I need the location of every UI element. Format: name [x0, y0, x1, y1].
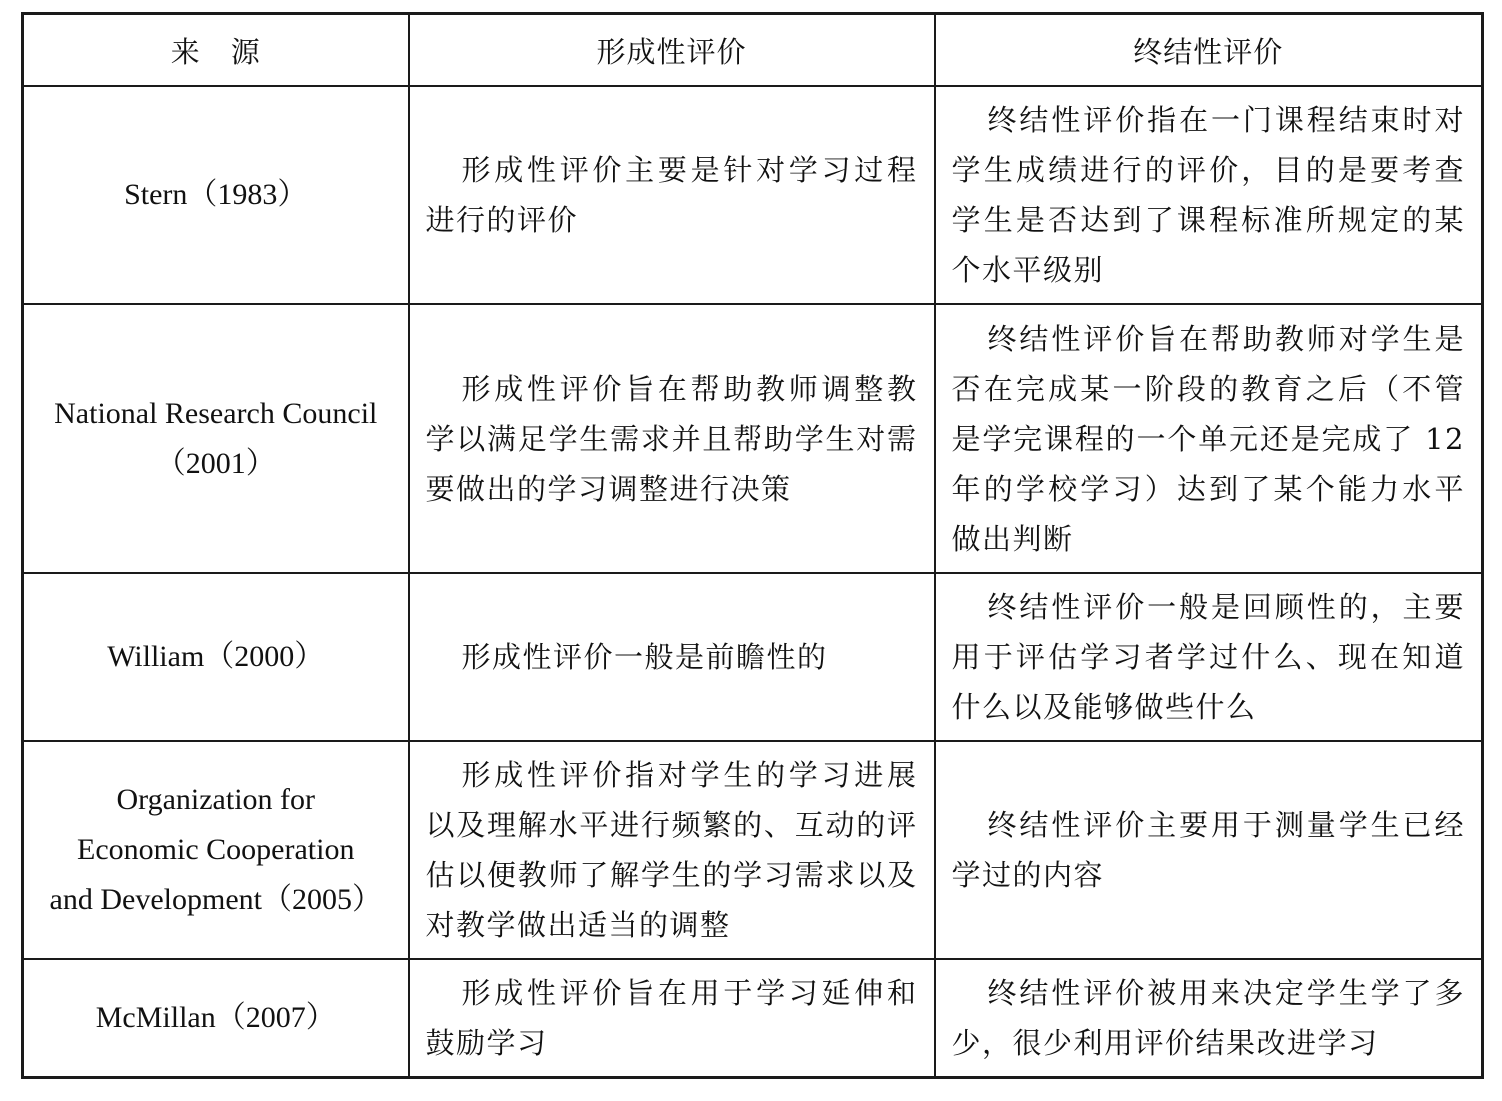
source-year: （2001） — [155, 446, 276, 480]
header-summative: 终结性评价 — [935, 14, 1483, 87]
comparison-table — [21, 12, 1484, 1079]
source-cell — [23, 304, 409, 573]
summative-cell: 终结性评价旨在帮助教师对学生是否在完成某一阶段的教育之后（不管是学完课程的一个单元还是完成了 12 年的学校学习）达到了某个能力水平做出判断 — [935, 304, 1483, 573]
header-formative: 形成性评价 — [409, 14, 935, 87]
header-row — [23, 14, 1483, 87]
formative-cell: 形成性评价旨在用于学习延伸和鼓励学习 — [409, 959, 935, 1077]
formative-cell: 形成性评价指对学生的学习进展以及理解水平进行频繁的、互动的评估以便教师了解学生的学习需求以及对教学做出适当的调整 — [409, 741, 935, 959]
formative-cell: 形成性评价主要是针对学习过程进行的评价 — [409, 86, 935, 304]
summative-cell: 终结性评价主要用于测量学生已经学过的内容 — [935, 741, 1483, 959]
source-name-line2: Economic Cooperation — [77, 833, 355, 866]
source-cell — [23, 741, 409, 959]
summative-cell: 终结性评价一般是回顾性的，主要用于评估学习者学过什么、现在知道什么以及能够做些什么 — [935, 573, 1483, 741]
source-name: National Research Council — [54, 396, 378, 430]
table-row — [23, 573, 1483, 741]
source-name-line1: Organization for — [116, 783, 316, 816]
formative-cell: 形成性评价旨在帮助教师调整教学以满足学生需求并且帮助学生对需要做出的学习调整进行决策 — [409, 304, 935, 573]
header-source: 来 源 — [23, 14, 409, 87]
table-row — [23, 959, 1483, 1077]
summative-cell: 终结性评价指在一门课程结束时对学生成绩进行的评价，目的是要考查学生是否达到了课程标准所规定的某个水平级别 — [935, 86, 1483, 304]
summative-cell: 终结性评价被用来决定学生学了多少，很少利用评价结果改进学习 — [935, 959, 1483, 1077]
source-cell: McMillan（2007） — [23, 959, 409, 1077]
table-row — [23, 741, 1483, 959]
source-name-line3: and Development（2005） — [49, 883, 382, 916]
source-cell: Stern（1983） — [23, 86, 409, 304]
table-row — [23, 304, 1483, 573]
formative-cell: 形成性评价一般是前瞻性的 — [409, 573, 935, 741]
source-cell: William（2000） — [23, 573, 409, 741]
table-row — [23, 86, 1483, 304]
